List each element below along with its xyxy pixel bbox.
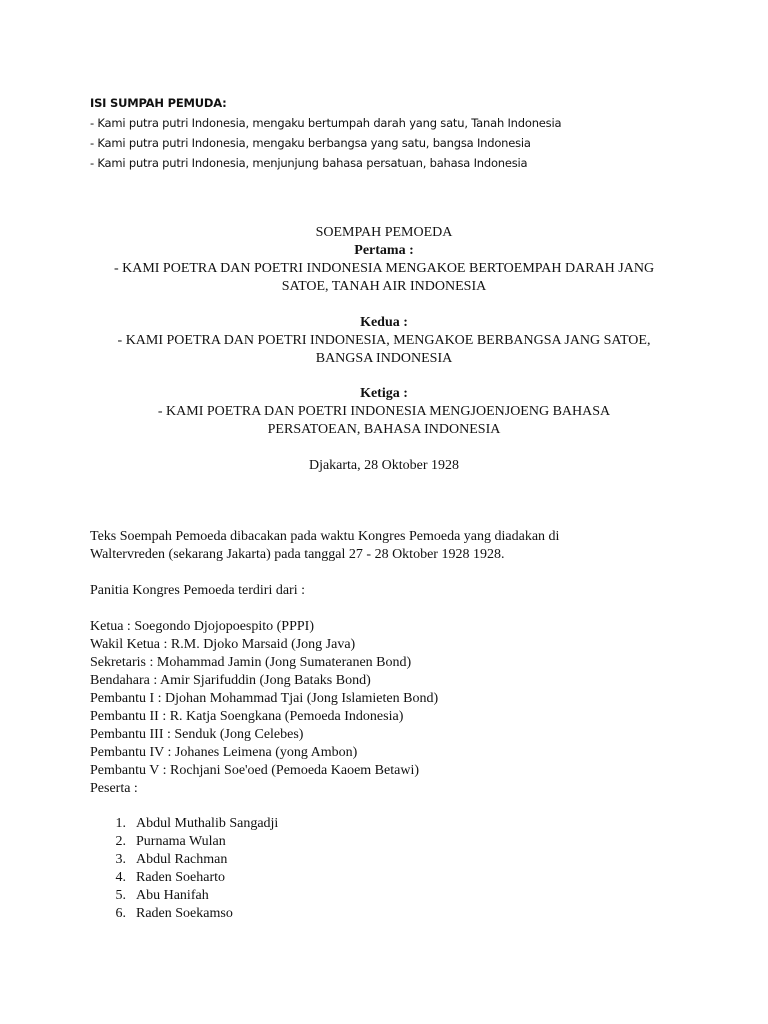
list-item xyxy=(90,905,490,923)
panitia-item: Wakil Ketua : R.M. Djoko Marsaid (Jong Java) xyxy=(90,637,356,652)
list-number: 4. xyxy=(115,870,126,885)
kedua-text-line: - KAMI POETRA DAN POETRI INDONESIA, MENGAKOE BERBANGSA JANG SATOE, xyxy=(117,333,651,348)
list-item xyxy=(90,833,490,851)
list-number: 6. xyxy=(115,906,126,921)
teks-line: Waltervreden (sekarang Jakarta) pada tanggal 27 - 28 Oktober 1928 1928. xyxy=(90,547,505,562)
peserta-label: Peserta : xyxy=(90,781,138,796)
list-item xyxy=(90,815,490,833)
ketiga-block xyxy=(60,385,708,439)
panitia-item: Pembantu III : Senduk (Jong Celebes) xyxy=(90,727,304,742)
teks-paragraph xyxy=(90,528,730,564)
pertama-text-line: SATOE, TANAH AIR INDONESIA xyxy=(281,279,487,294)
list-name: Abu Hanifah xyxy=(136,888,209,903)
kedua-text-line: BANGSA INDONESIA xyxy=(315,351,453,366)
list-name: Abdul Muthalib Sangadji xyxy=(136,816,279,831)
panitia-item: Pembantu IV : Johanes Leimena (yong Ambon) xyxy=(90,745,358,760)
isi-line: - Kami putra putri Indonesia, mengaku bertumpah darah yang satu, Tanah Indonesia xyxy=(90,116,562,130)
soempah-heading: SOEMPAH PEMOEDA xyxy=(315,225,453,240)
list-name: Raden Soeharto xyxy=(136,870,226,885)
list-name: Abdul Rachman xyxy=(136,852,228,867)
ketiga-text-line: PERSATOEAN, BAHASA INDONESIA xyxy=(267,422,501,437)
isi-line: - Kami putra putri Indonesia, menjunjung bahasa persatuan, bahasa Indonesia xyxy=(90,156,528,170)
panitia-item: Ketua : Soegondo Djojopoespito (PPPI) xyxy=(90,619,314,634)
pertama-text-line: - KAMI POETRA DAN POETRI INDONESIA MENGAKOE BERTOEMPAH DARAH JANG xyxy=(113,261,655,276)
panitia-item: Pembantu V : Rochjani Soe'oed (Pemoeda Kaoem Betawi) xyxy=(90,763,419,778)
isi-sumpah-pemuda xyxy=(90,93,730,173)
list-name: Purnama Wulan xyxy=(136,834,226,849)
ketiga-label: Ketiga : xyxy=(360,386,408,401)
list-name: Raden Soekamso xyxy=(136,906,233,921)
list-number: 3. xyxy=(115,852,126,867)
teks-line: Teks Soempah Pemoeda dibacakan pada waktu Kongres Pemoeda yang diadakan di xyxy=(90,529,560,544)
soempah-date: Djakarta, 28 Oktober 1928 xyxy=(308,458,460,473)
isi-line: - Kami putra putri Indonesia, mengaku berbangsa yang satu, bangsa Indonesia xyxy=(90,136,531,150)
panitia-list xyxy=(90,618,730,798)
ketiga-text-line: - KAMI POETRA DAN POETRI INDONESIA MENGJOENJOENG BAHASA xyxy=(157,404,611,419)
kedua-block xyxy=(60,314,708,368)
panitia-intro-block xyxy=(90,582,730,600)
list-number: 5. xyxy=(115,888,126,903)
panitia-item: Pembantu I : Djohan Mohammad Tjai (Jong Islamieten Bond) xyxy=(90,691,439,706)
panitia-item: Pembantu II : R. Katja Soengkana (Pemoeda Indonesia) xyxy=(90,709,404,724)
panitia-intro: Panitia Kongres Pemoeda terdiri dari : xyxy=(90,583,305,598)
list-number: 1. xyxy=(115,816,126,831)
list-item xyxy=(90,851,490,869)
panitia-item: Sekretaris : Mohammad Jamin (Jong Sumateranen Bond) xyxy=(90,655,412,670)
panitia-item: Bendahara : Amir Sjarifuddin (Jong Bataks Bond) xyxy=(90,673,371,688)
kedua-label: Kedua : xyxy=(360,315,408,330)
list-number: 2. xyxy=(115,834,126,849)
soempah-heading-block xyxy=(60,224,708,296)
date-block xyxy=(60,457,708,475)
list-item xyxy=(90,869,490,887)
pertama-label: Pertama : xyxy=(354,243,414,258)
isi-title: ISI SUMPAH PEMUDA: xyxy=(90,96,227,110)
list-item xyxy=(90,887,490,905)
peserta-list xyxy=(90,815,490,923)
